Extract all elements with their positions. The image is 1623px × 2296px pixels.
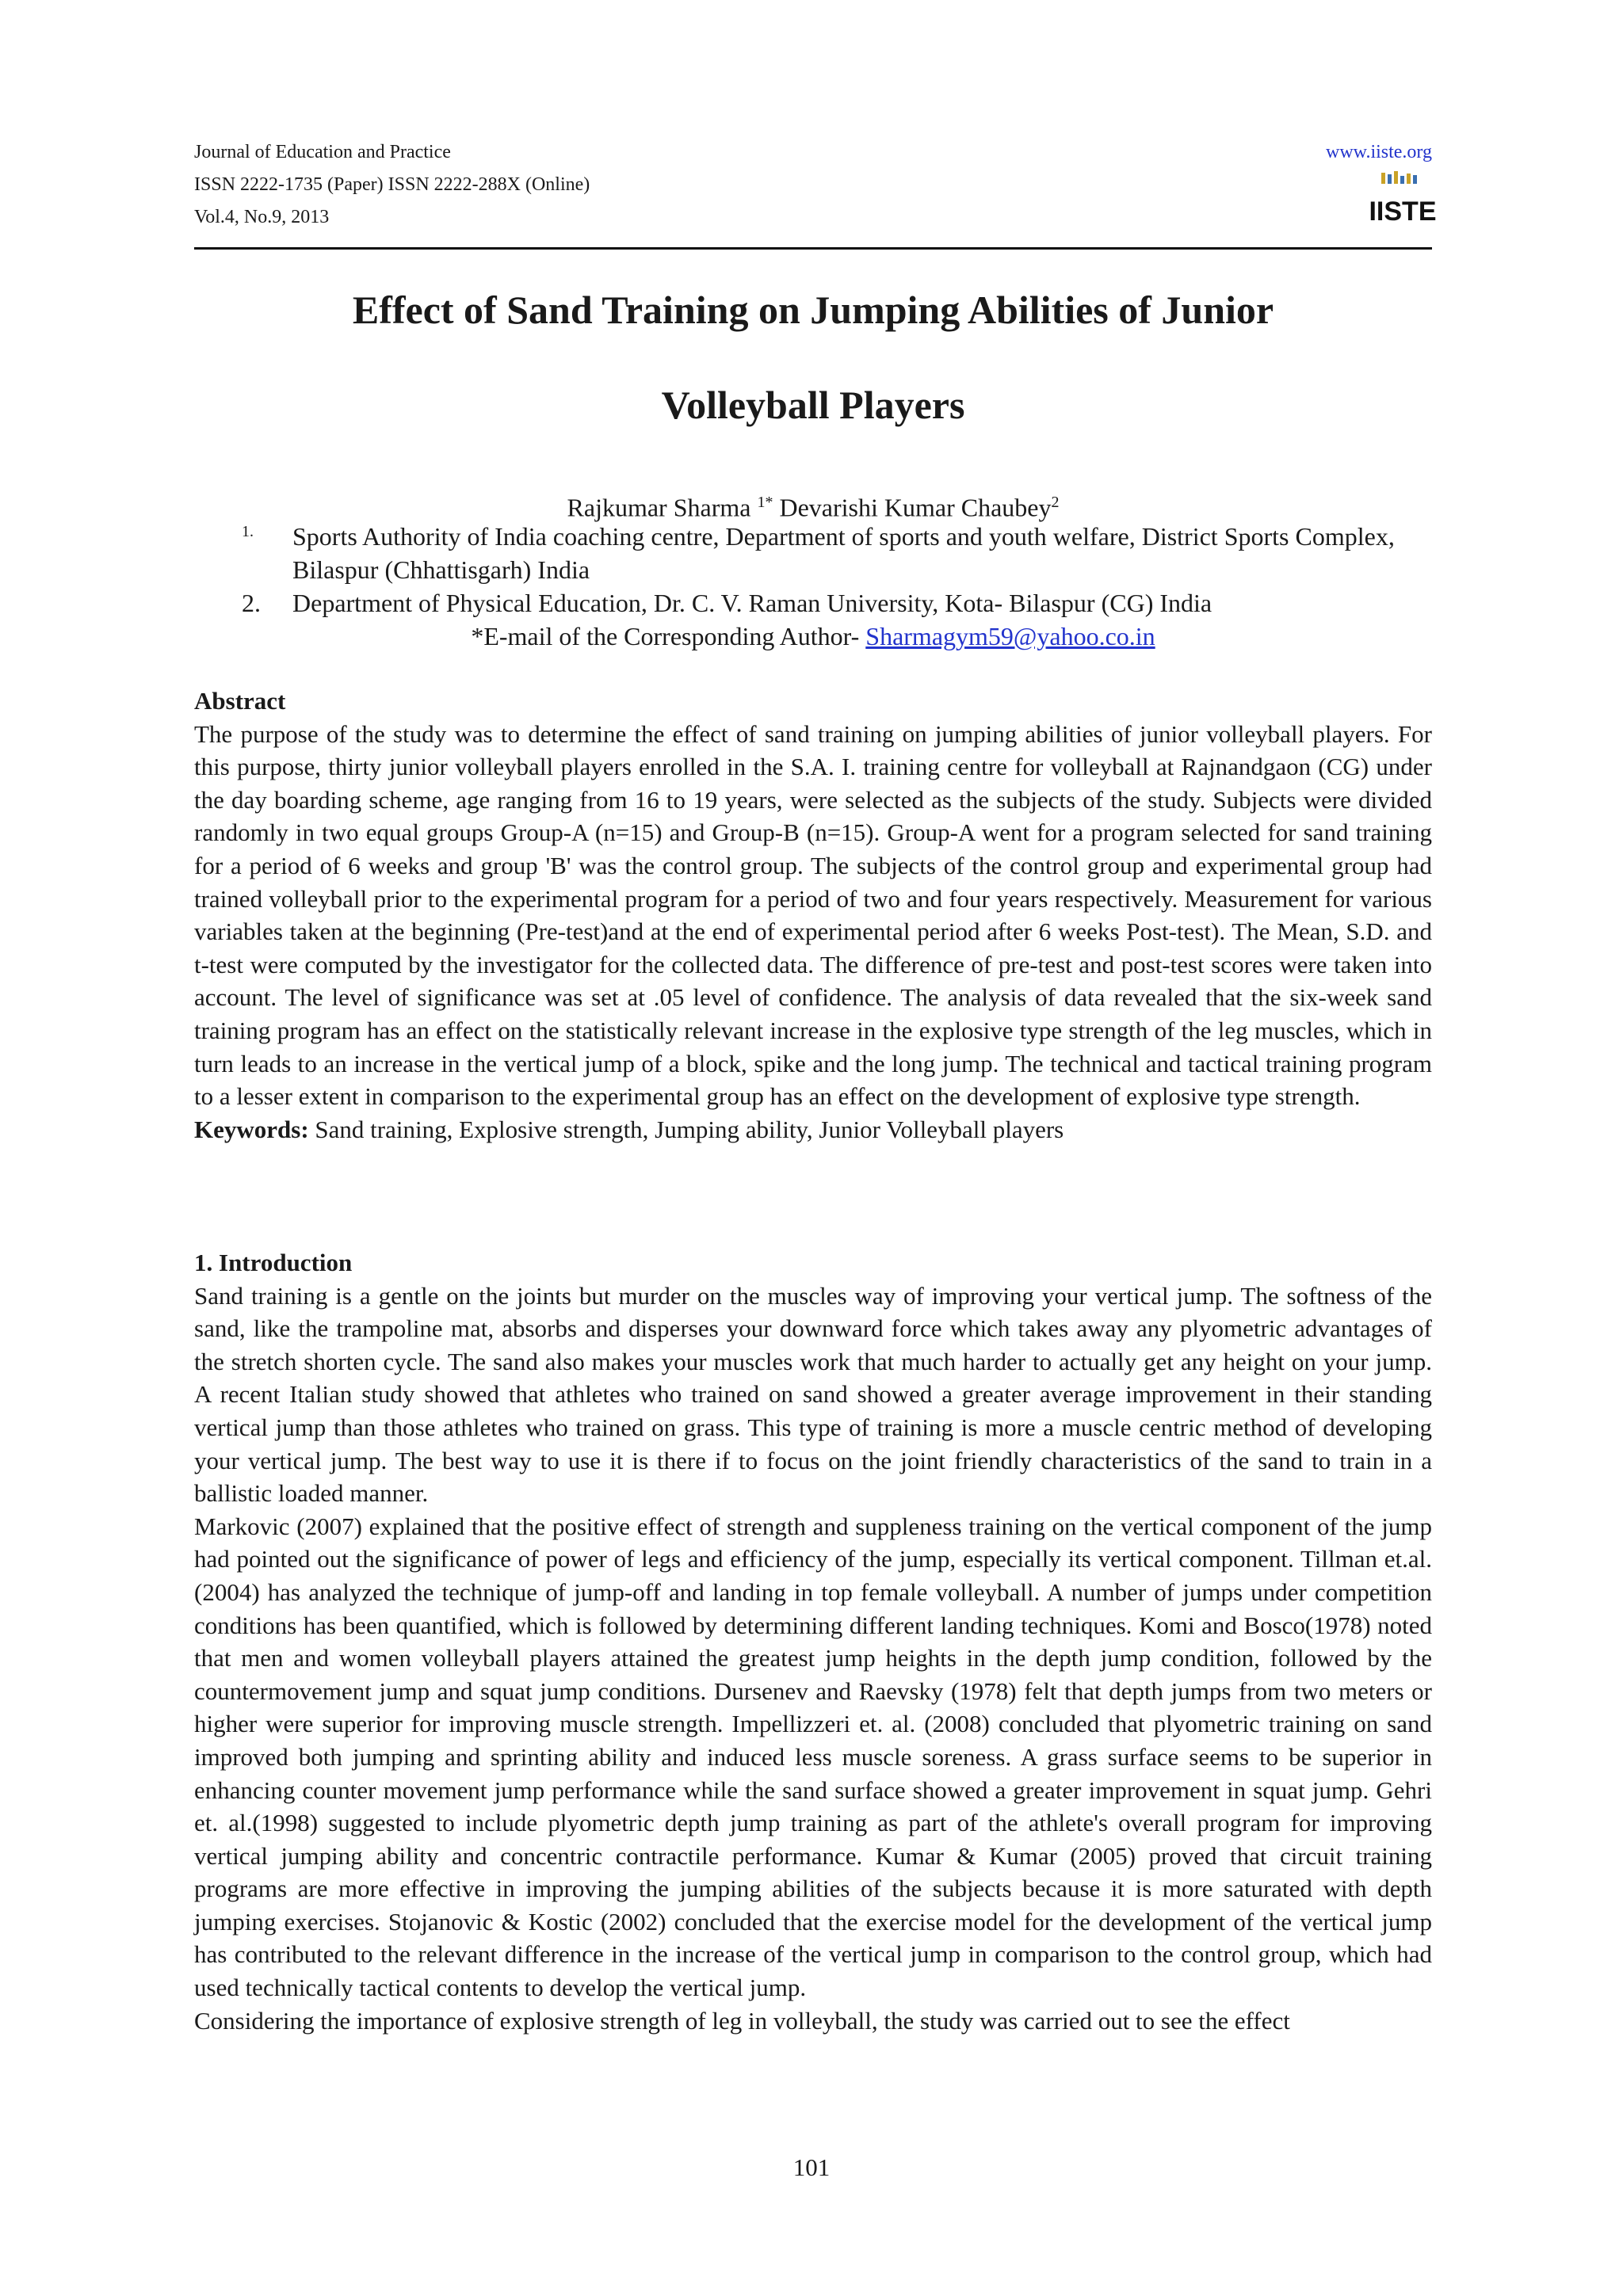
- journal-issn: ISSN 2222-1735 (Paper) ISSN 2222-288X (Online): [194, 174, 590, 195]
- page-number: 101: [792, 2153, 831, 2181]
- keywords-text: Sand training, Explosive strength, Jumping ability, Junior Volleyball players: [308, 1115, 1064, 1143]
- affiliation-number: 1.: [242, 523, 254, 540]
- introduction-heading: 1. Introduction: [194, 1249, 353, 1276]
- journal-volume: Vol.4, No.9, 2013: [194, 207, 330, 227]
- affiliations: [194, 520, 1432, 653]
- author-affiliation-mark: 1*: [757, 494, 773, 511]
- paper-title-line-2: Volleyball Players: [661, 383, 965, 427]
- affiliation-item: [194, 520, 1432, 586]
- author-affiliation-mark: 2: [1051, 494, 1060, 511]
- journal-header: [194, 136, 1437, 234]
- affiliation-text: Department of Physical Education, Dr. C. V. Raman University, Kota- Bilaspur (CG) India: [292, 589, 1212, 617]
- email-label: *E-mail of the Corresponding Author-: [471, 622, 866, 650]
- abstract-heading: Abstract: [194, 687, 286, 715]
- body-paragraph: Sand training is a gentle on the joints but murder on the muscles way of improving your vertical jump. The softness of the sand, like the trampoline mat, absorbs and disperses your downward force which takes away any plyometric advantages of the stretch shorten cycle. The sand also makes your muscles work that much harder to actually get any height on your jump. A recent Italian study showed that athletes who trained on sand showed a greater average improvement in their standing vertical jump than those athletes who trained on grass. This type of training is more a muscle centric method of developing your vertical jump. The best way to use it is there if to focus on the joint friendly characteristics of the sand to train in a ballistic loaded manner.: [194, 1281, 1432, 1508]
- affiliation-number: 2.: [242, 589, 261, 617]
- header-rule: [194, 247, 1432, 250]
- author-name: Rajkumar Sharma: [567, 493, 758, 522]
- author-name: Devarishi Kumar Chaubey: [773, 493, 1052, 522]
- keywords: [194, 1113, 1432, 1146]
- paper-title-line-1: Effect of Sand Training on Jumping Abilities of Junior: [352, 288, 1274, 332]
- affiliation-text: Sports Authority of India coaching centre, Department of sports and youth welfare, District Sports Complex, Bilaspur (Chhattisgarh) India: [292, 522, 1395, 584]
- introduction-section: [194, 1246, 1432, 2037]
- body-paragraph: Considering the importance of explosive strength of leg in volleyball, the study was carried out to see the effect: [194, 2006, 1290, 2035]
- abstract-text: The purpose of the study was to determine the effect of sand training on jumping abilities of junior volleyball players. For this purpose, thirty junior volleyball players enrolled in the S.A. I. training centre for volleyball at Rajnandgaon (CG) under the day boarding scheme, age ranging from 16 to 19 years, were selected as the subjects of the study. Subjects were divided randomly in two equal groups Group-A (n=15) and Group-B (n=15). Group-A went for a program selected for sand training for a period of 6 weeks and group 'B' was the control group. The subjects of the control group and experimental group had trained volleyball prior to the experimental program for a period of two and four years respectively. Measurement for various variables taken at the beginning (Pre-test)and at the end of experimental period after 6 weeks Post-test). The Mean, S.D. and t-test were computed by the investigator for the collected data. The difference of pre-test and post-test scores were taken into account. The level of significance was set at .05 level of confidence. The analysis of data revealed that the six-week sand training program has an effect on the statistically relevant increase in the explosive type strength of the leg muscles, which in turn leads to an increase in the vertical jump of a block, spike and the long jump. The technical and tactical training program to a lesser extent in comparison to the experimental group has an effect on the development of explosive type strength.: [194, 719, 1432, 1111]
- journal-url-link[interactable]: www.iiste.org: [1326, 142, 1432, 162]
- iiste-logo: [1369, 171, 1437, 227]
- email-link[interactable]: Sharmagym59@yahoo.co.in: [865, 622, 1155, 650]
- abstract-section: [194, 685, 1432, 1146]
- journal-name: Journal of Education and Practice: [194, 142, 451, 162]
- svg-text:IISTE: IISTE: [1369, 196, 1437, 227]
- body-paragraph: Markovic (2007) explained that the positive effect of strength and suppleness training on the vertical component of the jump had pointed out the significance of power of legs and efficiency of the jump, especially its vertical component. Tillman et.al.(2004) has analyzed the technique of jump-off and landing in top female volleyball. A number of jumps under competition conditions has been quantified, which is followed by determining different landing techniques. Komi and Bosco(1978) noted that men and women volleyball players attained the greatest jump heights in the depth jump condition, followed by the countermovement jump and squat jump conditions. Dursenev and Raevsky (1978) felt that depth jumps from two meters or higher were superior for improving muscle strength. Impellizzeri et. al. (2008) concluded that plyometric training on sand improved both jumping and sprinting ability and induced less muscle soreness. A grass surface seems to be superior in enhancing counter movement jump performance while the sand surface showed a greater improvement in squat jump. Gehri et. al.(1998) suggested to include plyometric depth jump training as part of the athlete's overall program for improving vertical jumping ability and concentric contractile performance. Kumar & Kumar (2005) proved that circuit training programs are more effective in improving the jumping abilities of the subjects because it is more saturated with depth jumping exercises. Stojanovic & Kostic (2002) concluded that the exercise model for the development of the vertical jump has contributed to the relevant difference in the increase of the vertical jump in comparison to the control group, which had used technically tactical contents to develop the vertical jump.: [194, 1512, 1432, 2002]
- affiliation-item: [194, 586, 1432, 620]
- keywords-label: Keywords:: [194, 1115, 309, 1143]
- corresponding-author: [194, 620, 1432, 653]
